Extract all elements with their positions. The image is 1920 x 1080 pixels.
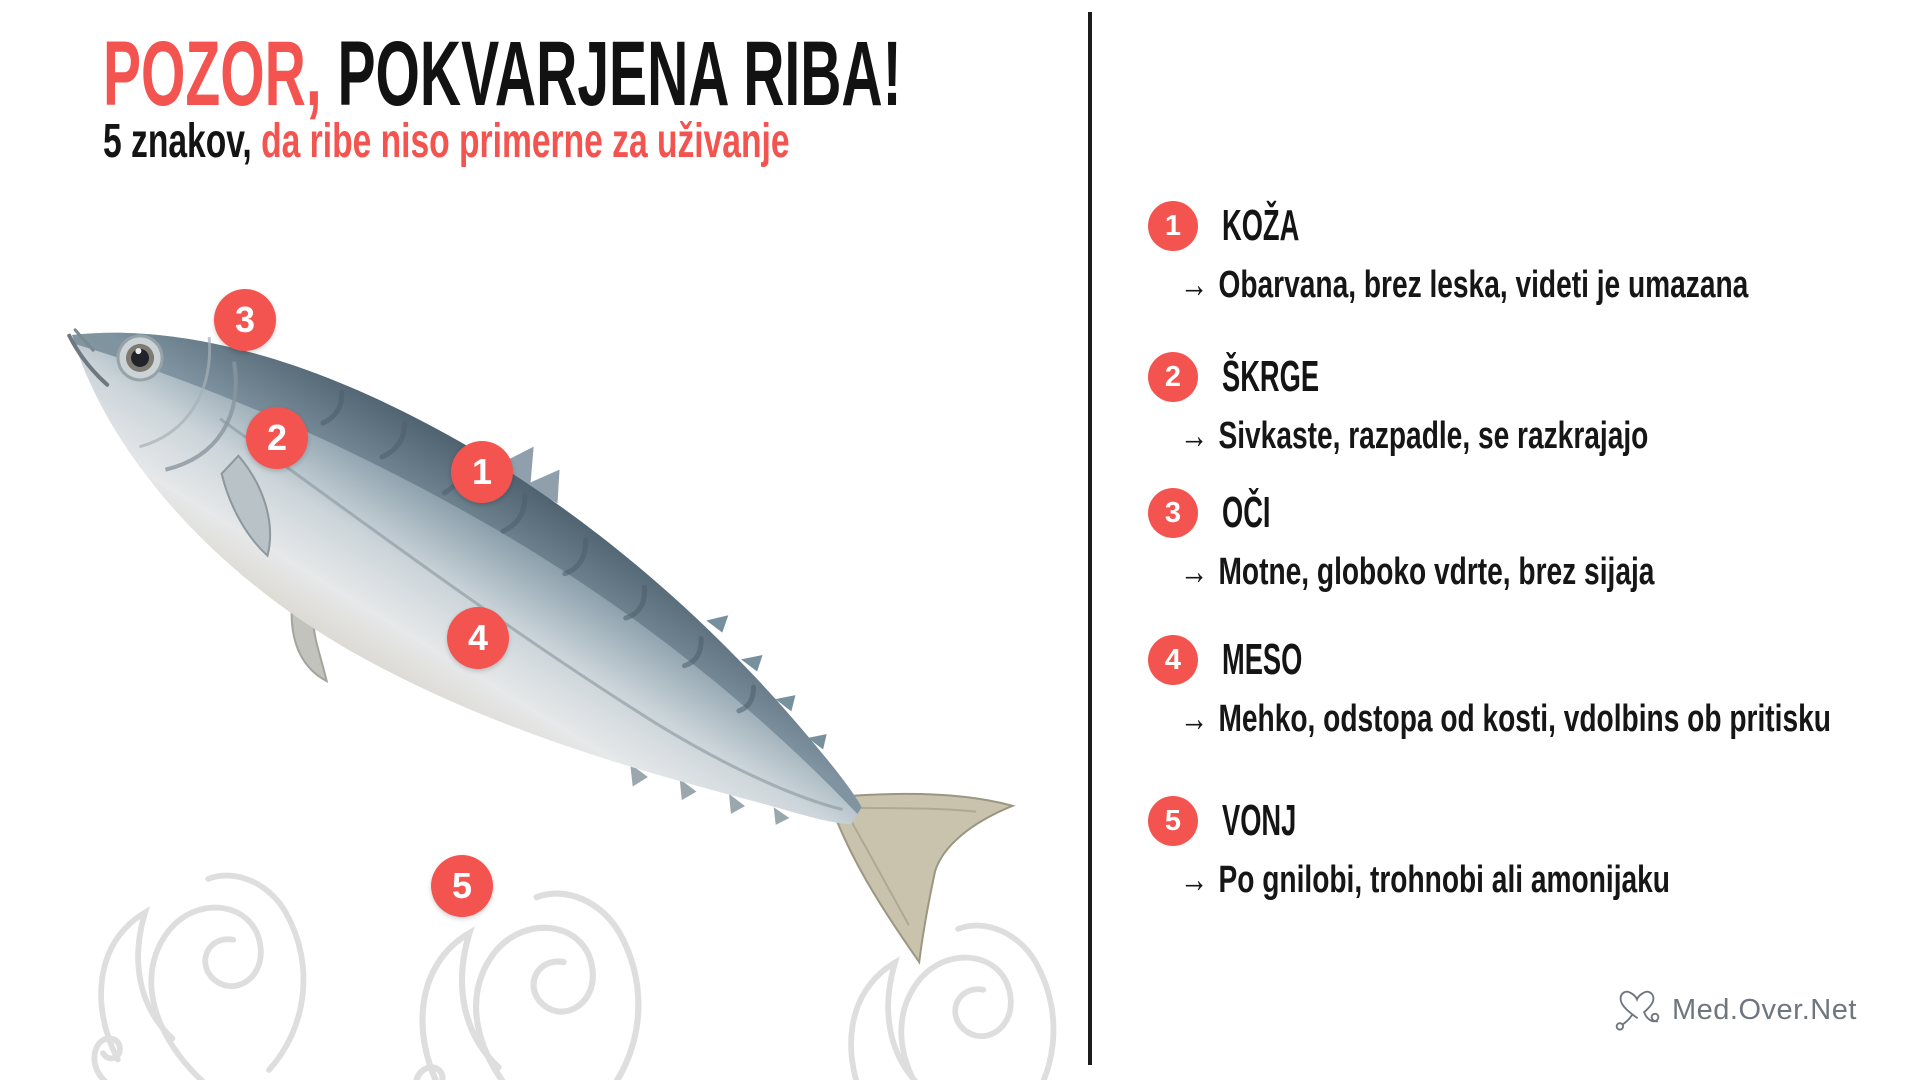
- sign-head: [1148, 201, 1908, 251]
- sign-description-5: → Po gnilobi, trohnobi ali amonijaku: [1180, 859, 1670, 901]
- sign-title-5: VONJ: [1222, 796, 1297, 845]
- arrow-icon: →: [1180, 698, 1209, 740]
- sign-item-skrge: [1148, 352, 1908, 458]
- arrow-icon: →: [1180, 859, 1209, 901]
- sign-item-oci: [1148, 488, 1908, 594]
- subtitle-accent: da ribe niso primerne za uživanje: [261, 115, 790, 168]
- fish-body: [0, 209, 1044, 1021]
- sign-badge-3: 3: [1148, 488, 1198, 538]
- fish-illustration: [0, 200, 1090, 1080]
- title-rest: POKVARJENA RIBA!: [321, 23, 902, 125]
- brand-name: Med.Over.Net: [1672, 993, 1857, 1026]
- sign-head: [1148, 352, 1908, 402]
- sign-item-meso: [1148, 635, 1908, 741]
- sign-description-4: → Mehko, odstopa od kosti, vdolbins ob pritisku: [1180, 698, 1831, 740]
- sign-head: [1148, 796, 1908, 846]
- sign-head: [1148, 635, 1908, 685]
- fish-marker-2: 2: [246, 407, 308, 469]
- fish-marker-4: 4: [447, 607, 509, 669]
- arrow-icon: →: [1180, 551, 1209, 593]
- sign-description-1: → Obarvana, brez leska, videti je umazana: [1180, 264, 1749, 306]
- fish-marker-1: 1: [451, 441, 513, 503]
- sign-description-2: → Sivkaste, razpadle, se razkrajajo: [1180, 415, 1649, 457]
- brand-logo: [1612, 984, 1857, 1036]
- sign-item-koza: [1148, 201, 1908, 307]
- sign-head: [1148, 488, 1908, 538]
- sign-badge-4: 4: [1148, 635, 1198, 685]
- sign-title-2: ŠKRGE: [1222, 352, 1320, 401]
- title-accent: POZOR,: [103, 23, 322, 125]
- vertical-divider: [1088, 12, 1092, 1065]
- subtitle-lead: 5 znakov,: [103, 115, 262, 168]
- page-subtitle: [103, 116, 790, 169]
- fish-marker-3: 3: [214, 289, 276, 351]
- fish-marker-5: 5: [431, 855, 493, 917]
- sign-badge-5: 5: [1148, 796, 1198, 846]
- arrow-icon: →: [1180, 264, 1209, 306]
- sign-title-1: KOŽA: [1222, 201, 1300, 250]
- arrow-icon: →: [1180, 415, 1209, 457]
- sign-badge-2: 2: [1148, 352, 1198, 402]
- heart-stethoscope-icon: [1612, 984, 1662, 1036]
- sign-title-4: MESO: [1222, 635, 1303, 684]
- sign-badge-1: 1: [1148, 201, 1198, 251]
- sign-title-3: OČI: [1222, 488, 1271, 537]
- page-title: [103, 23, 902, 125]
- sign-description-3: → Motne, globoko vdrte, brez sijaja: [1180, 551, 1655, 593]
- sign-item-vonj: [1148, 796, 1908, 902]
